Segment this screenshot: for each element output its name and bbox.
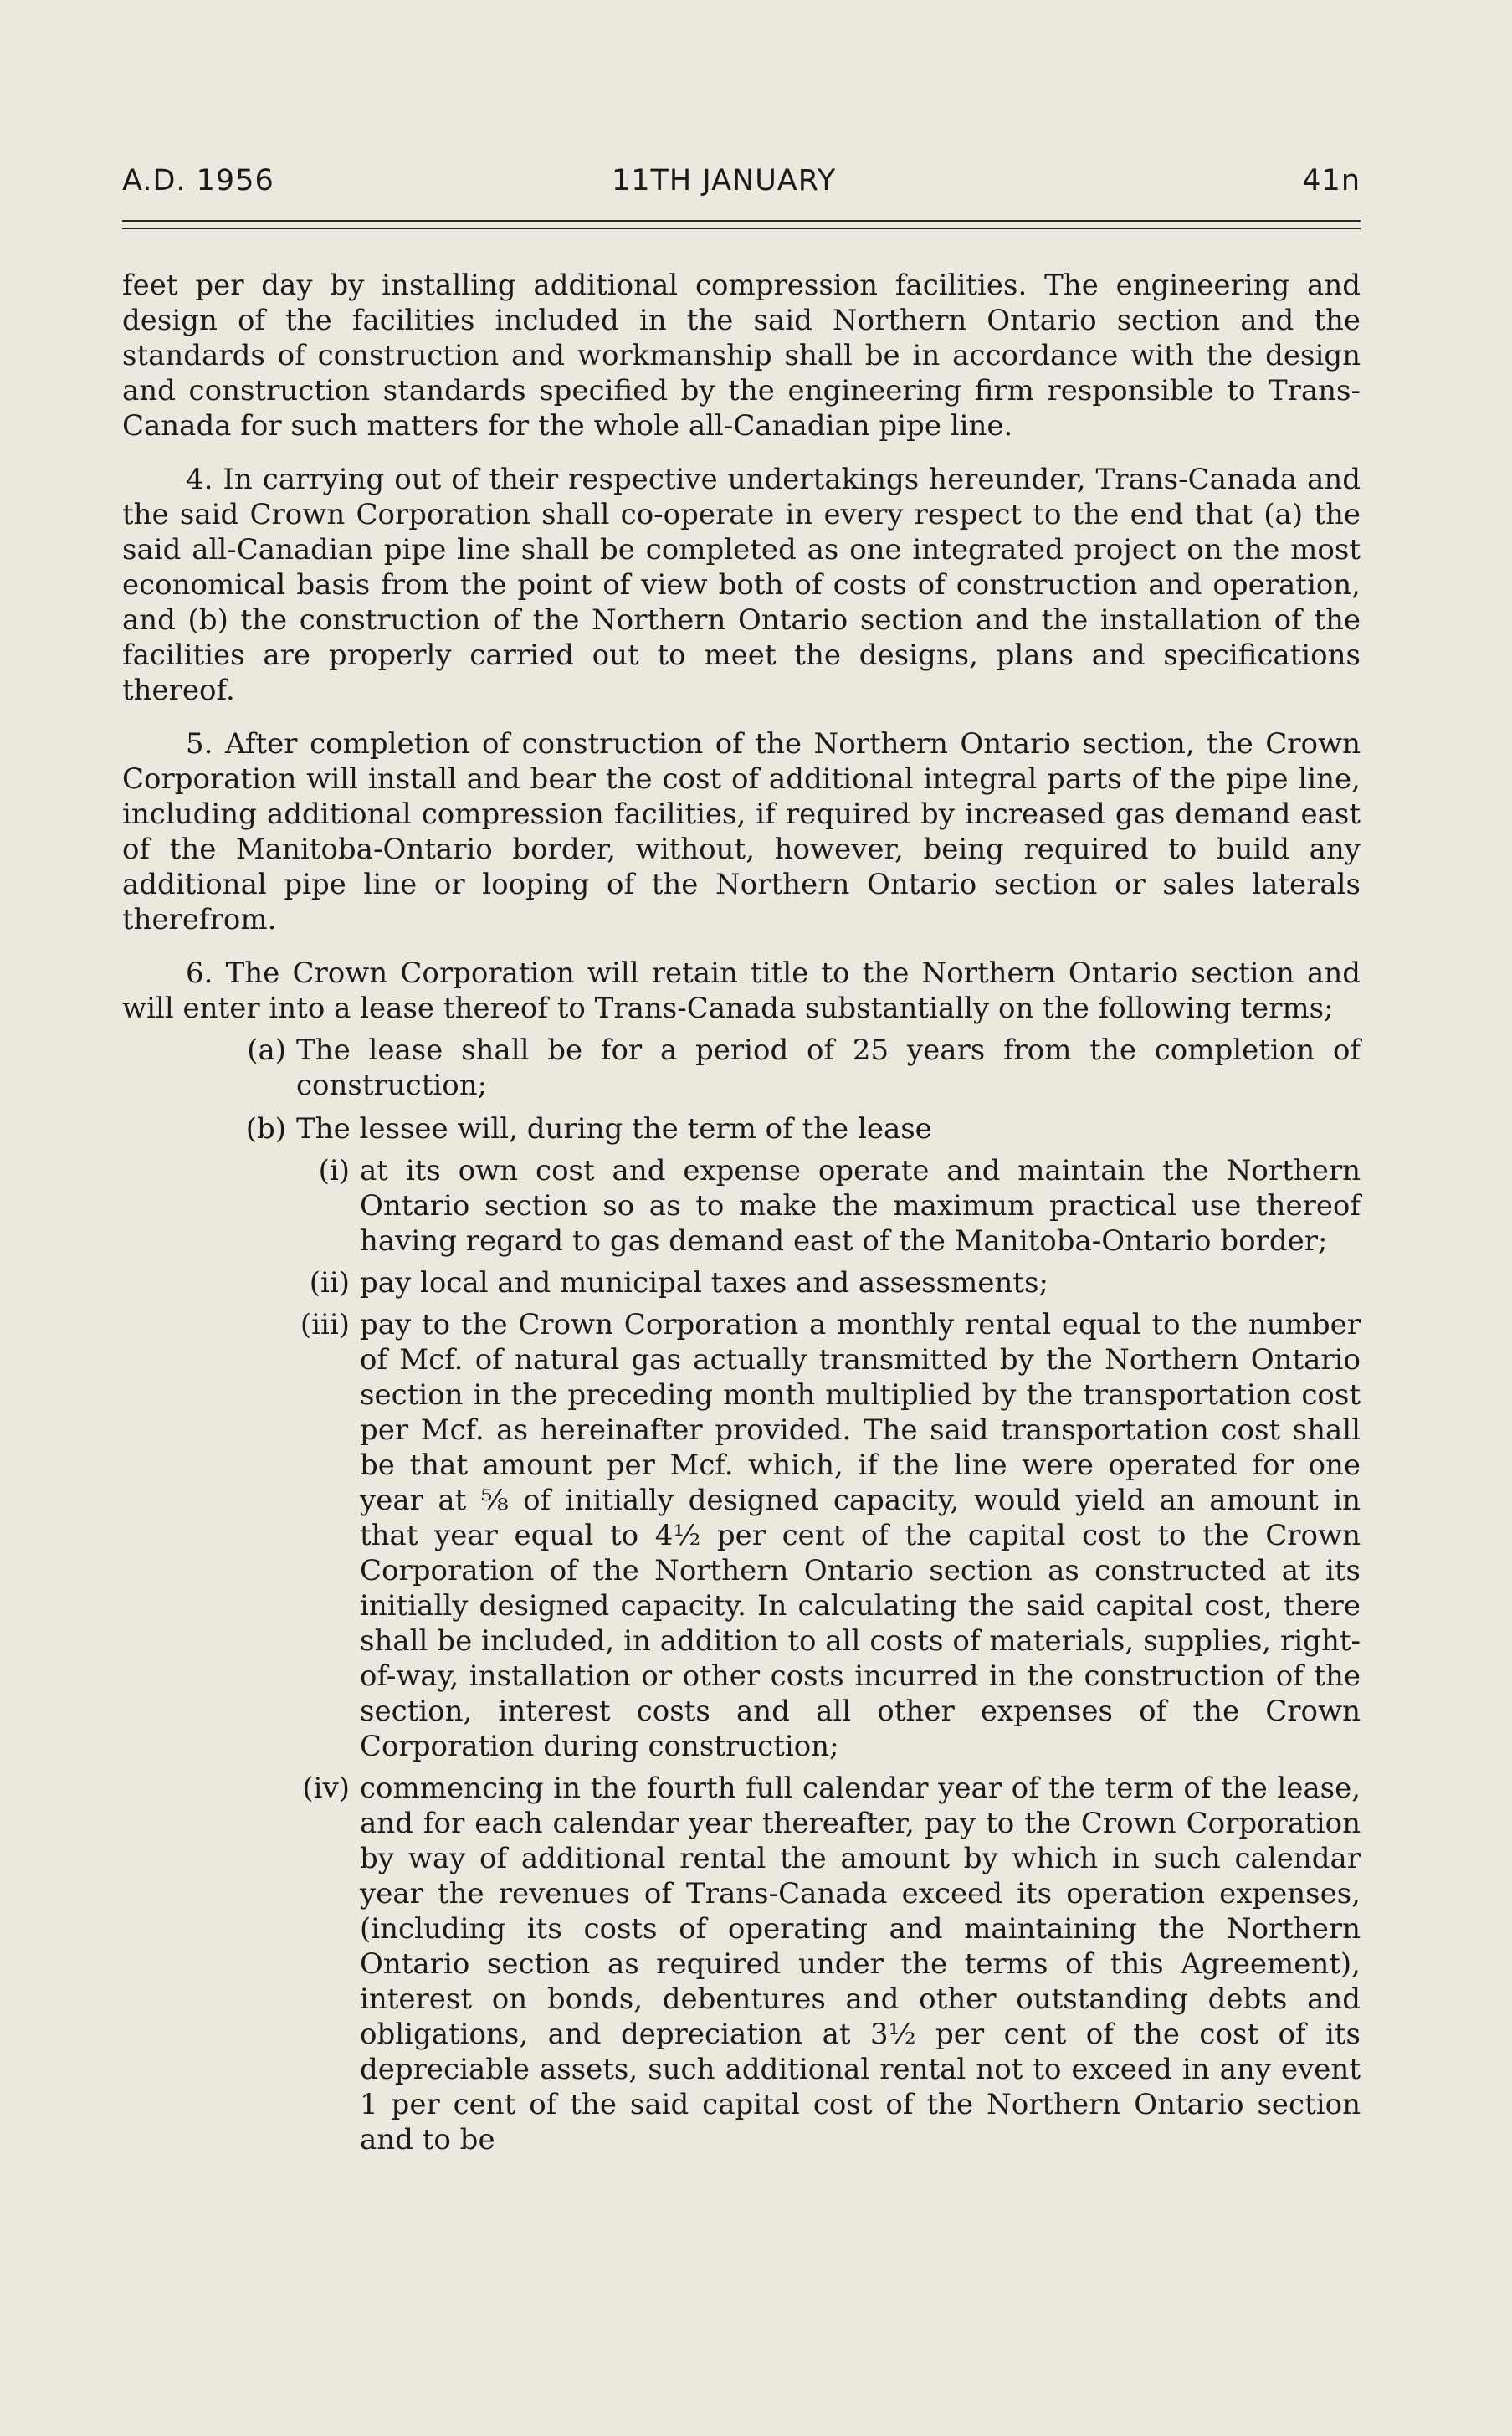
document-body	[122, 268, 1361, 2157]
subclause-iii	[300, 1307, 1361, 1764]
subclause-iii-label: (iii)	[300, 1308, 350, 1341]
paragraph-5: 5. After completion of construction of the Northern Ontario section, the Crown Corporation will install and bear the cost of additional integral parts of the pipe line, including additional compression facilities, if required by increased gas demand east of the Manitoba-Ontario border, without, however, being required to build any additional pipe line or looping of the Northern Ontario section or sales laterals therefrom.	[122, 727, 1361, 936]
clause-b-label: (b)	[245, 1112, 286, 1146]
subclause-ii-text: pay local and municipal taxes and assessments;	[360, 1266, 1048, 1300]
clause-a-text: The lease shall be for a period of 25 years from the completion of construction;	[296, 1033, 1361, 1102]
subclause-iii-text: pay to the Crown Corporation a monthly rental equal to the number of Mcf. of natural gas actually transmitted by the Northern Ontario section in the preceding month multiplied by the transportation cost per Mcf. as hereinafter provided. The said transportation cost shall be that amount per Mcf. which, if the line were operated for one year at ⅝ of initially designed capacity, would yield an amount in that year equal to 4½ per cent of the capital cost to the Crown Corporation of the Northern Ontario section as constructed at its initially designed capacity. In calculating the said capital cost, there shall be included, in addition to all costs of materials, supplies, right-of-way, installation or other costs incurred in the construction of the section, interest costs and all other expenses of the Crown Corporation during construction;	[360, 1308, 1361, 1763]
header-date: 11TH JANUARY	[612, 164, 837, 197]
clause-b	[245, 1111, 1361, 1146]
header-page-number: 41n	[1302, 164, 1361, 197]
subclause-i-label: (i)	[318, 1154, 350, 1187]
subclause-iv-text: commencing in the fourth full calendar year of the term of the lease, and for each calendar year thereafter, pay to the Crown Corporation by way of additional rental the amount by which in such calendar year the revenues of Trans-Canada exceed its operation expenses, (including its costs of operating and maintaining the Northern Ontario section as required under the terms of this Agreement), interest on bonds, debentures and other outstanding debts and obligations, and depreciation at 3½ per cent of the cost of its depreciable assets, such additional rental not to exceed in any event 1 per cent of the said capital cost of the Northern Ontario section and to be	[360, 1772, 1361, 2157]
subclause-ii	[309, 1265, 1361, 1300]
subclause-i-text: at its own cost and expense operate and maintain the Northern Ontario section so as to make the maximum practical use thereof having regard to gas demand east of the Manitoba-Ontario border;	[360, 1154, 1361, 1258]
header-year: A.D. 1956	[122, 164, 274, 197]
page-header	[122, 164, 1361, 204]
header-rule-bottom	[122, 228, 1361, 229]
clause-a-label: (a)	[247, 1033, 286, 1067]
subclause-i	[318, 1153, 1361, 1259]
paragraph-4: 4. In carrying out of their respective undertakings hereunder, Trans-Canada and the said Crown Corporation shall co-operate in every respect to the end that (a) the said all-Canadian pipe line shall be completed as one integrated project on the most economical basis from the point of view both of costs of construction and operation, and (b) the construction of the Northern Ontario section and the installation of the facilities are properly carried out to meet the designs, plans and specifications thereof.	[122, 463, 1361, 707]
paragraph-6: 6. The Crown Corporation will retain title to the Northern Ontario section and will enter into a lease thereof to Trans-Canada substantially on the following terms;	[122, 956, 1361, 1025]
header-rule-top	[122, 220, 1361, 222]
subclause-iv-label: (iv)	[302, 1772, 350, 1805]
subclause-iv	[302, 1771, 1361, 2157]
clause-b-text: The lessee will, during the term of the lease	[296, 1112, 932, 1146]
paragraph-continued: feet per day by installing additional compression facilities. The engineering and design of the facilities included in the said Northern Ontario section and the standards of construction and workmanship shall be in accordance with the design and construction standards specified by the engineering firm responsible to Trans-Canada for such matters for the whole all-Canadian pipe line.	[122, 269, 1361, 443]
clause-a	[247, 1033, 1361, 1103]
subclause-ii-label: (ii)	[309, 1266, 350, 1300]
